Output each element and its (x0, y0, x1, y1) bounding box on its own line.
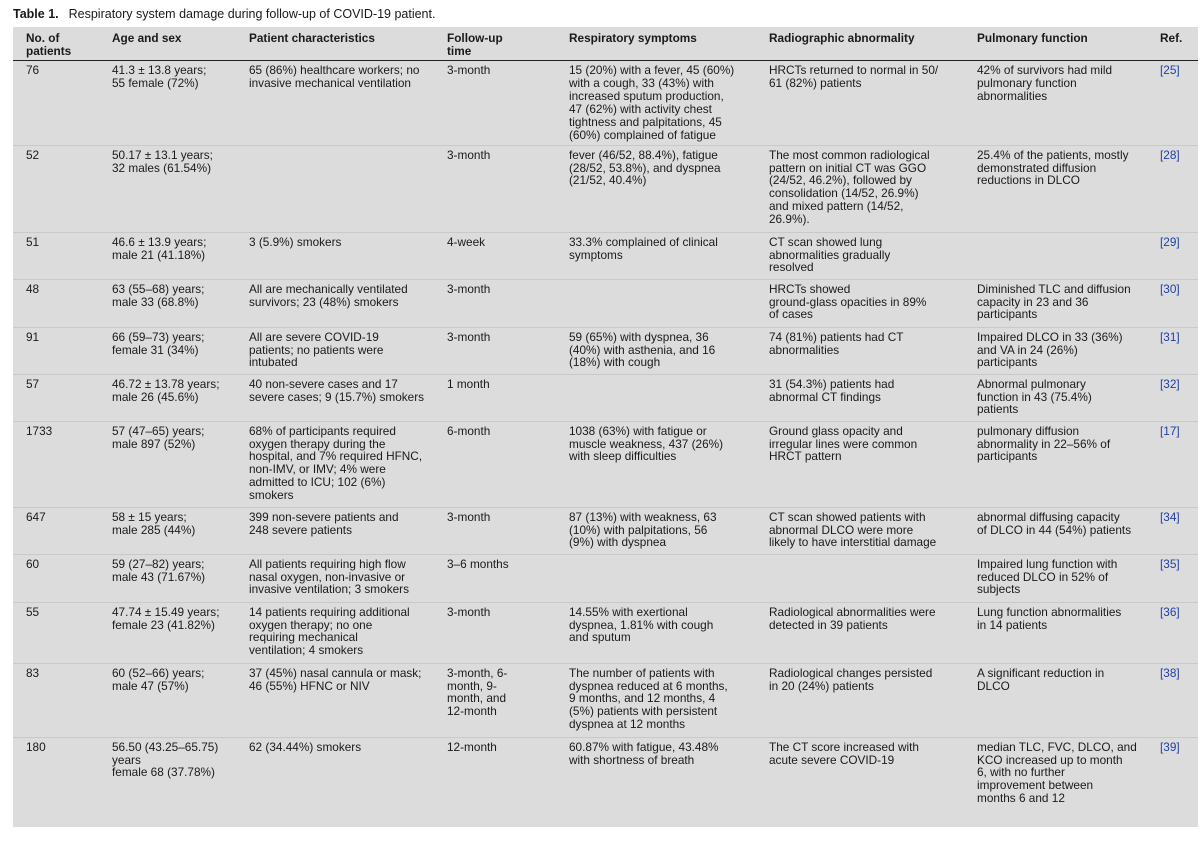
cell-respiratory-symptoms (556, 554, 756, 602)
cell-respiratory-symptoms: 15 (20%) with a fever, 45 (60%) with a cough, 33 (43%) with increased sputum production, 47 (62%) with activity chest tightness and palpitations, 45 (60%) complained of fatigue (556, 61, 756, 145)
cell-radiographic: 31 (54.3%) patients had abnormal CT findings (756, 374, 964, 421)
table-row (13, 737, 1198, 811)
ref-link[interactable]: [35] (1158, 554, 1198, 602)
cell-age-sex: 56.50 (43.25–65.75) years female 68 (37.78%) (112, 739, 219, 780)
cell-radiographic: Ground glass opacity and irregular lines were common HRCT pattern (756, 421, 964, 507)
cell-follow-up: 3-month, 6- month, 9- month, and 12-month (434, 663, 556, 737)
ref-link[interactable]: [17] (1158, 421, 1198, 507)
cell-pulmonary-function: 25.4% of the patients, mostly demonstrated diffusion reductions in DLCO (964, 145, 1158, 232)
cell-follow-up: 3-month (434, 327, 556, 374)
cell-patients: 1733 (13, 421, 99, 507)
cell-respiratory-symptoms: fever (46/52, 88.4%), fatigue (28/52, 53.8%), and dyspnea (21/52, 40.4%) (556, 145, 756, 232)
cell-pulmonary-function: Impaired lung function with reduced DLCO in 52% of subjects (964, 554, 1158, 602)
cell-radiographic: The most common radiological pattern on initial CT was GGO (24/52, 46.2%), followed by consolidation (14/52, 26.9%) and mixed pattern (14/52, 26.9%). (756, 145, 964, 232)
ref-link[interactable]: [25] (1158, 61, 1198, 145)
header-pulmonary-function: Pulmonary function (964, 27, 1158, 61)
cell-follow-up: 6-month (434, 421, 556, 507)
table-row (13, 374, 1198, 421)
cell-pulmonary-function: Lung function abnormalities in 14 patients (964, 602, 1158, 663)
cell-characteristics: 399 non-severe patients and 248 severe patients (236, 507, 434, 554)
header-ref: Ref. (1158, 27, 1198, 61)
cell-characteristics: 65 (86%) healthcare workers; no invasive mechanical ventilation (236, 61, 434, 145)
cell-pulmonary-function: median TLC, FVC, DLCO, and KCO increased up to month 6, with no further improvement between months 6 and 12 (977, 739, 1137, 806)
table-row (13, 327, 1198, 374)
table-row (13, 663, 1198, 737)
cell-pulmonary-function: A significant reduction in DLCO (964, 663, 1158, 737)
cell-radiographic: CT scan showed patients with abnormal DLCO were more likely to have interstitial damage (756, 507, 964, 554)
ref-link[interactable]: [31] (1158, 327, 1198, 374)
cell-patients: 647 (13, 507, 99, 554)
ref-link[interactable]: [38] (1158, 663, 1198, 737)
ref-link[interactable]: [34] (1158, 507, 1198, 554)
ref-link[interactable]: [32] (1158, 374, 1198, 421)
cell-patients: 83 (13, 663, 99, 737)
cell-patients: 60 (13, 554, 99, 602)
cell-follow-up: 3-month (434, 507, 556, 554)
header-age-sex: Age and sex (99, 27, 236, 61)
cell-characteristics: 40 non-severe cases and 17 severe cases; 9 (15.7%) smokers (236, 374, 434, 421)
cell-patients: 57 (13, 374, 99, 421)
cell-age-sex: 46.6 ± 13.9 years; male 21 (41.18%) (99, 232, 236, 279)
cell-follow-up: 3-month (434, 602, 556, 663)
table-row (13, 507, 1198, 554)
cell-radiographic: Radiological changes persisted in 20 (24%) patients (756, 663, 964, 737)
header-patients: No. of patients (13, 27, 99, 61)
cell-radiographic: CT scan showed lung abnormalities gradually resolved (756, 232, 964, 279)
cell-respiratory-symptoms (556, 279, 756, 327)
cell-radiographic: HRCTs returned to normal in 50/ 61 (82%) patients (756, 61, 964, 145)
cell-pulmonary-function (964, 232, 1158, 279)
ref-link[interactable]: [39] (1160, 739, 1180, 754)
cell-characteristics: 3 (5.9%) smokers (236, 232, 434, 279)
cell-follow-up: 3-month (434, 279, 556, 327)
cell-characteristics: All patients requiring high flow nasal oxygen, non-invasive or invasive ventilation; 3 smokers (236, 554, 434, 602)
cell-patients: 91 (13, 327, 99, 374)
cell-age-sex: 66 (59–73) years; female 31 (34%) (99, 327, 236, 374)
table-row (13, 421, 1198, 507)
cell-age-sex: 41.3 ± 13.8 years; 55 female (72%) (99, 61, 236, 145)
header-row (13, 27, 1198, 61)
cell-pulmonary-function: Abnormal pulmonary function in 43 (75.4%) patients (964, 374, 1158, 421)
cell-pulmonary-function: abnormal diffusing capacity of DLCO in 44 (54%) patients (964, 507, 1158, 554)
cell-patients: 180 (26, 739, 46, 754)
cell-patients: 48 (13, 279, 99, 327)
cell-radiographic: HRCTs showed ground-glass opacities in 89% of cases (756, 279, 964, 327)
cell-radiographic (756, 554, 964, 602)
cell-follow-up: 3-month (434, 61, 556, 145)
cell-characteristics: 68% of participants required oxygen therapy during the hospital, and 7% required HFNC, non-IMV, or IMV; 4% were admitted to ICU; 102 (6%) smokers (236, 421, 434, 507)
cell-pulmonary-function: pulmonary diffusion abnormality in 22–56% of participants (964, 421, 1158, 507)
table-row (13, 61, 1198, 145)
table-label: Table 1. (13, 7, 59, 21)
cell-patients: 51 (13, 232, 99, 279)
table-row (13, 602, 1198, 663)
cell-age-sex: 58 ± 15 years; male 285 (44%) (99, 507, 236, 554)
cell-respiratory-symptoms (556, 374, 756, 421)
cell-follow-up: 4-week (434, 232, 556, 279)
cell-age-sex: 57 (47–65) years; male 897 (52%) (99, 421, 236, 507)
cell-respiratory-symptoms: 33.3% complained of clinical symptoms (556, 232, 756, 279)
cell-follow-up: 3–6 months (434, 554, 556, 602)
cell-follow-up: 3-month (434, 145, 556, 232)
cell-characteristics: All are severe COVID-19 patients; no patients were intubated (236, 327, 434, 374)
header-characteristics: Patient characteristics (236, 27, 434, 61)
header-radiographic: Radiographic abnormality (756, 27, 964, 61)
cell-pulmonary-function: Diminished TLC and diffusion capacity in 23 and 36 participants (964, 279, 1158, 327)
cell-patients: 52 (13, 145, 99, 232)
ref-link[interactable]: [29] (1158, 232, 1198, 279)
ref-link[interactable]: [30] (1158, 279, 1198, 327)
cell-pulmonary-function: 42% of survivors had mild pulmonary function abnormalities (964, 61, 1158, 145)
cell-age-sex: 63 (55–68) years; male 33 (68.8%) (99, 279, 236, 327)
cell-age-sex: 59 (27–82) years; male 43 (71.67%) (99, 554, 236, 602)
cell-characteristics: 62 (34.44%) smokers (249, 739, 362, 754)
cell-patients: 55 (13, 602, 99, 663)
cell-pulmonary-function: Impaired DLCO in 33 (36%) and VA in 24 (26%) participants (964, 327, 1158, 374)
cell-patients: 76 (13, 61, 99, 145)
cell-respiratory-symptoms: 59 (65%) with dyspnea, 36 (40%) with asthenia, and 16 (18%) with cough (556, 327, 756, 374)
ref-link[interactable]: [36] (1158, 602, 1198, 663)
data-table (13, 27, 1198, 811)
cell-radiographic: Radiological abnormalities were detected in 39 patients (756, 602, 964, 663)
cell-respiratory-symptoms: The number of patients with dyspnea reduced at 6 months, 9 months, and 12 months, 4 (5%) patients with persistent dyspnea at 12 months (556, 663, 756, 737)
cell-respiratory-symptoms: 1038 (63%) with fatigue or muscle weakness, 437 (26%) with sleep difficulties (556, 421, 756, 507)
cell-characteristics: 14 patients requiring additional oxygen therapy; no one requiring mechanical ventilation; 4 smokers (236, 602, 434, 663)
table-row (13, 279, 1198, 327)
cell-characteristics (236, 145, 434, 232)
ref-link[interactable]: [28] (1158, 145, 1198, 232)
table-row (13, 554, 1198, 602)
cell-age-sex: 46.72 ± 13.78 years; male 26 (45.6%) (99, 374, 236, 421)
cell-radiographic: 74 (81%) patients had CT abnormalities (756, 327, 964, 374)
table-caption (13, 6, 435, 22)
cell-characteristics: All are mechanically ventilated survivors; 23 (48%) smokers (236, 279, 434, 327)
cell-age-sex: 50.17 ± 13.1 years; 32 males (61.54%) (99, 145, 236, 232)
cell-radiographic: The CT score increased with acute severe COVID-19 (769, 739, 919, 767)
table-container (13, 27, 1198, 827)
cell-age-sex: 60 (52–66) years; male 47 (57%) (99, 663, 236, 737)
table-row (13, 232, 1198, 279)
table-title: Respiratory system damage during follow-up of COVID-19 patient. (68, 7, 436, 21)
cell-follow-up: 1 month (434, 374, 556, 421)
cell-follow-up: 12-month (447, 739, 497, 754)
cell-age-sex: 47.74 ± 15.49 years; female 23 (41.82%) (99, 602, 236, 663)
cell-respiratory-symptoms: 60.87% with fatigue, 43.48% with shortness of breath (569, 739, 719, 767)
header-respiratory-symptoms: Respiratory symptoms (556, 27, 756, 61)
cell-characteristics: 37 (45%) nasal cannula or mask; 46 (55%) HFNC or NIV (236, 663, 434, 737)
cell-respiratory-symptoms: 14.55% with exertional dyspnea, 1.81% with cough and sputum (556, 602, 756, 663)
table-row (13, 145, 1198, 232)
header-follow-up: Follow-up time (434, 27, 556, 61)
cell-respiratory-symptoms: 87 (13%) with weakness, 63 (10%) with palpitations, 56 (9%) with dyspnea (556, 507, 756, 554)
